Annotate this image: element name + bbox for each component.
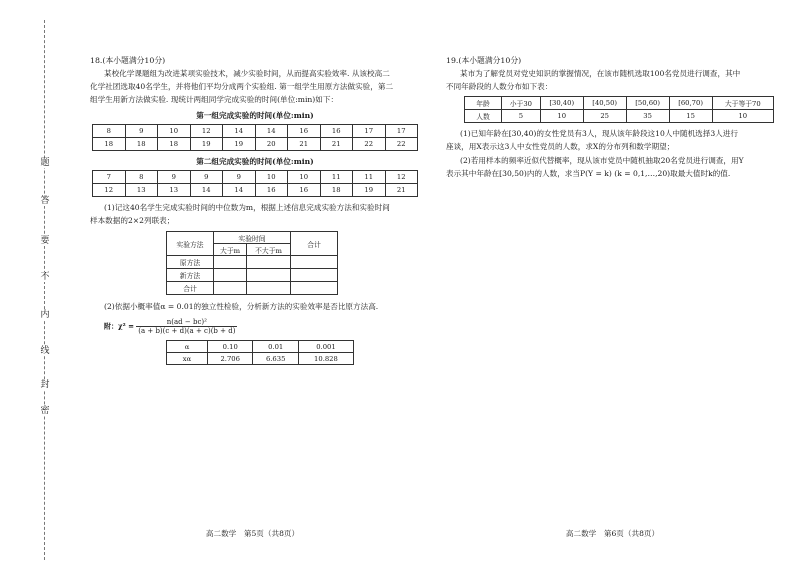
table-cell: 0.10 (208, 341, 253, 353)
right-page-footer: 高二数学 第6页（共8页） (565, 529, 660, 538)
binding-margin (0, 0, 70, 579)
table-cell: 10 (158, 125, 191, 138)
table-cell: 14 (223, 125, 256, 138)
table-cell: 8 (125, 171, 158, 184)
table-cell: 16 (320, 125, 353, 138)
table-cell: 9 (223, 171, 256, 184)
q18-paragraph-line: 化学社团选取40名学生，并将他们平均分成两个实验组. 第一组学生用原方法做实验，第二 (90, 82, 394, 91)
table-cell: 18 (125, 138, 158, 151)
table-cell: 大于等于70 (712, 97, 773, 110)
table-cell: 19 (190, 138, 223, 151)
question-18-title: 18.(本小题满分10分) (90, 56, 166, 65)
binding-char: 线 (40, 346, 50, 356)
contingency-blank-cell[interactable] (247, 256, 291, 269)
table-cell: 19 (223, 138, 256, 151)
q19-paragraph-line: 某市为了解党员对党史知识的掌握情况，在该市随机选取100名党员进行调查，其中 (460, 69, 741, 78)
q18-part1-line: 样本数据的2×2列联表； (90, 216, 175, 225)
left-page (80, 0, 425, 579)
contingency-blank-cell[interactable] (214, 269, 247, 282)
binding-char: 不 (40, 272, 50, 282)
table-cell: 35 (626, 110, 669, 123)
critical-value-table (166, 340, 354, 365)
group2-caption: 第二组完成实验的时间(单位:min) (196, 157, 314, 166)
table-cell: 12 (190, 125, 223, 138)
table-cell: 8 (93, 125, 126, 138)
binding-char: 密 (40, 406, 50, 416)
table-cell: 20 (255, 138, 288, 151)
q19-part2-line: 表示其中年龄在[30,50)内的人数，求当P(Y = k) (k = 0,1,…,20)取最大值时k的值. (446, 169, 731, 178)
table-cell: 5 (502, 110, 541, 123)
table-cell: 12 (93, 184, 126, 197)
q19-part1-line: (1)已知年龄在[30,40)的女性党员有3人，现从该年龄段这10人中随机选择3人进行 (460, 129, 738, 138)
contingency-blank-cell[interactable] (247, 282, 291, 295)
q18-paragraph-line: 组学生用新方法做实验. 现统计两组同学完成实验的时间(单位:min)如下： (90, 95, 339, 104)
table-cell: 21 (288, 138, 321, 151)
table-cell: 6.635 (253, 353, 298, 365)
table-cell: 14 (190, 184, 223, 197)
group1-table (92, 124, 418, 151)
table-cell: 13 (125, 184, 158, 197)
contingency-method-header: 实验方法 (167, 232, 214, 256)
binding-char: 封 (40, 380, 50, 390)
table-cell: 小于30 (502, 97, 541, 110)
group2-table (92, 170, 418, 197)
table-cell: 10 (288, 171, 321, 184)
table-cell: 16 (288, 184, 321, 197)
table-cell: 17 (353, 125, 386, 138)
formula-denominator: (a + b)(c + d)(a + c)(b + d) (138, 327, 236, 335)
alpha-label: α (167, 341, 208, 353)
table-cell: 21 (320, 138, 353, 151)
formula-numerator: n(ad − bc)² (136, 318, 237, 327)
q19-paragraph-line: 不同年龄段的人数分布如下表： (446, 82, 553, 91)
q19-part1-line: 座谈，用X表示这3人中女性党员的人数，求X的分布列和数学期望； (446, 142, 675, 151)
contingency-blank-cell[interactable] (291, 269, 338, 282)
table-cell: 16 (288, 125, 321, 138)
table-cell: 22 (385, 138, 418, 151)
table-cell: 0.01 (253, 341, 298, 353)
x-alpha-label: xα (167, 353, 208, 365)
count-row-label: 人数 (465, 110, 502, 123)
group1-caption: 第一组完成实验的时间(单位:min) (196, 111, 314, 120)
left-page-footer: 高二数学 第5页（共8页） (205, 529, 300, 538)
table-cell: 13 (158, 184, 191, 197)
table-cell: 11 (353, 171, 386, 184)
contingency-row-label: 新方法 (167, 269, 214, 282)
table-cell: 10 (712, 110, 773, 123)
chi-square-formula (104, 318, 237, 335)
table-cell: 10 (255, 171, 288, 184)
contingency-le-m: 不大于m (247, 244, 291, 256)
contingency-time-header: 实验时间 (214, 232, 291, 244)
contingency-blank-cell[interactable] (291, 256, 338, 269)
table-cell: 9 (125, 125, 158, 138)
contingency-table (166, 231, 338, 295)
table-cell: [50,60) (626, 97, 669, 110)
binding-char: 要 (40, 236, 50, 246)
binding-char: 题 (40, 158, 50, 168)
q18-part2: (2)依据小概率值α = 0.01的独立性检验，分析新方法的实验效率是否比原方法高. (104, 302, 379, 311)
table-cell: 9 (158, 171, 191, 184)
table-cell: 9 (190, 171, 223, 184)
age-row-label: 年龄 (465, 97, 502, 110)
binding-dashed-line (44, 20, 45, 560)
contingency-blank-cell[interactable] (291, 282, 338, 295)
table-cell: 18 (93, 138, 126, 151)
formula-fraction (136, 318, 237, 335)
table-cell: 17 (385, 125, 418, 138)
table-cell: [60,70) (669, 97, 712, 110)
binding-char: 内 (40, 310, 50, 320)
contingency-blank-cell[interactable] (214, 282, 247, 295)
table-cell: 18 (320, 184, 353, 197)
q19-part2-line: (2)若用样本的频率近似代替概率，现从该市党员中随机抽取20名党员进行调查，用Y (460, 156, 744, 165)
q18-part1-line: (1)记这40名学生完成实验时间的中位数为m，根据上述信息完成实验方法和实验时间 (104, 203, 390, 212)
contingency-blank-cell[interactable] (247, 269, 291, 282)
right-page (440, 0, 785, 579)
table-cell: 11 (320, 171, 353, 184)
contingency-row-label: 合计 (167, 282, 214, 295)
table-cell: 21 (385, 184, 418, 197)
table-cell: 16 (255, 184, 288, 197)
binding-char: 答 (40, 196, 50, 206)
table-cell: 18 (158, 138, 191, 151)
appendix-label: 附：χ² = (104, 321, 134, 331)
table-cell: [30,40) (540, 97, 583, 110)
contingency-total-header: 合计 (291, 232, 338, 256)
q18-paragraph-line: 某校化学课题组为改进某项实验技术，减少实验时间，从而提高实验效率. 从该校高二 (104, 69, 390, 78)
contingency-row-label: 原方法 (167, 256, 214, 269)
question-19-title: 19.(本小题满分10分) (446, 56, 522, 65)
table-cell: 0.001 (298, 341, 353, 353)
table-cell: 14 (223, 184, 256, 197)
table-cell: 7 (93, 171, 126, 184)
contingency-blank-cell[interactable] (214, 256, 247, 269)
table-cell: 25 (583, 110, 626, 123)
table-cell: 2.706 (208, 353, 253, 365)
table-cell: 14 (255, 125, 288, 138)
table-cell: 10.828 (298, 353, 353, 365)
table-cell: [40,50) (583, 97, 626, 110)
table-cell: 19 (353, 184, 386, 197)
table-cell: 15 (669, 110, 712, 123)
age-distribution-table (464, 96, 774, 123)
table-cell: 22 (353, 138, 386, 151)
contingency-gt-m: 大于m (214, 244, 247, 256)
table-cell: 10 (540, 110, 583, 123)
table-cell: 12 (385, 171, 418, 184)
